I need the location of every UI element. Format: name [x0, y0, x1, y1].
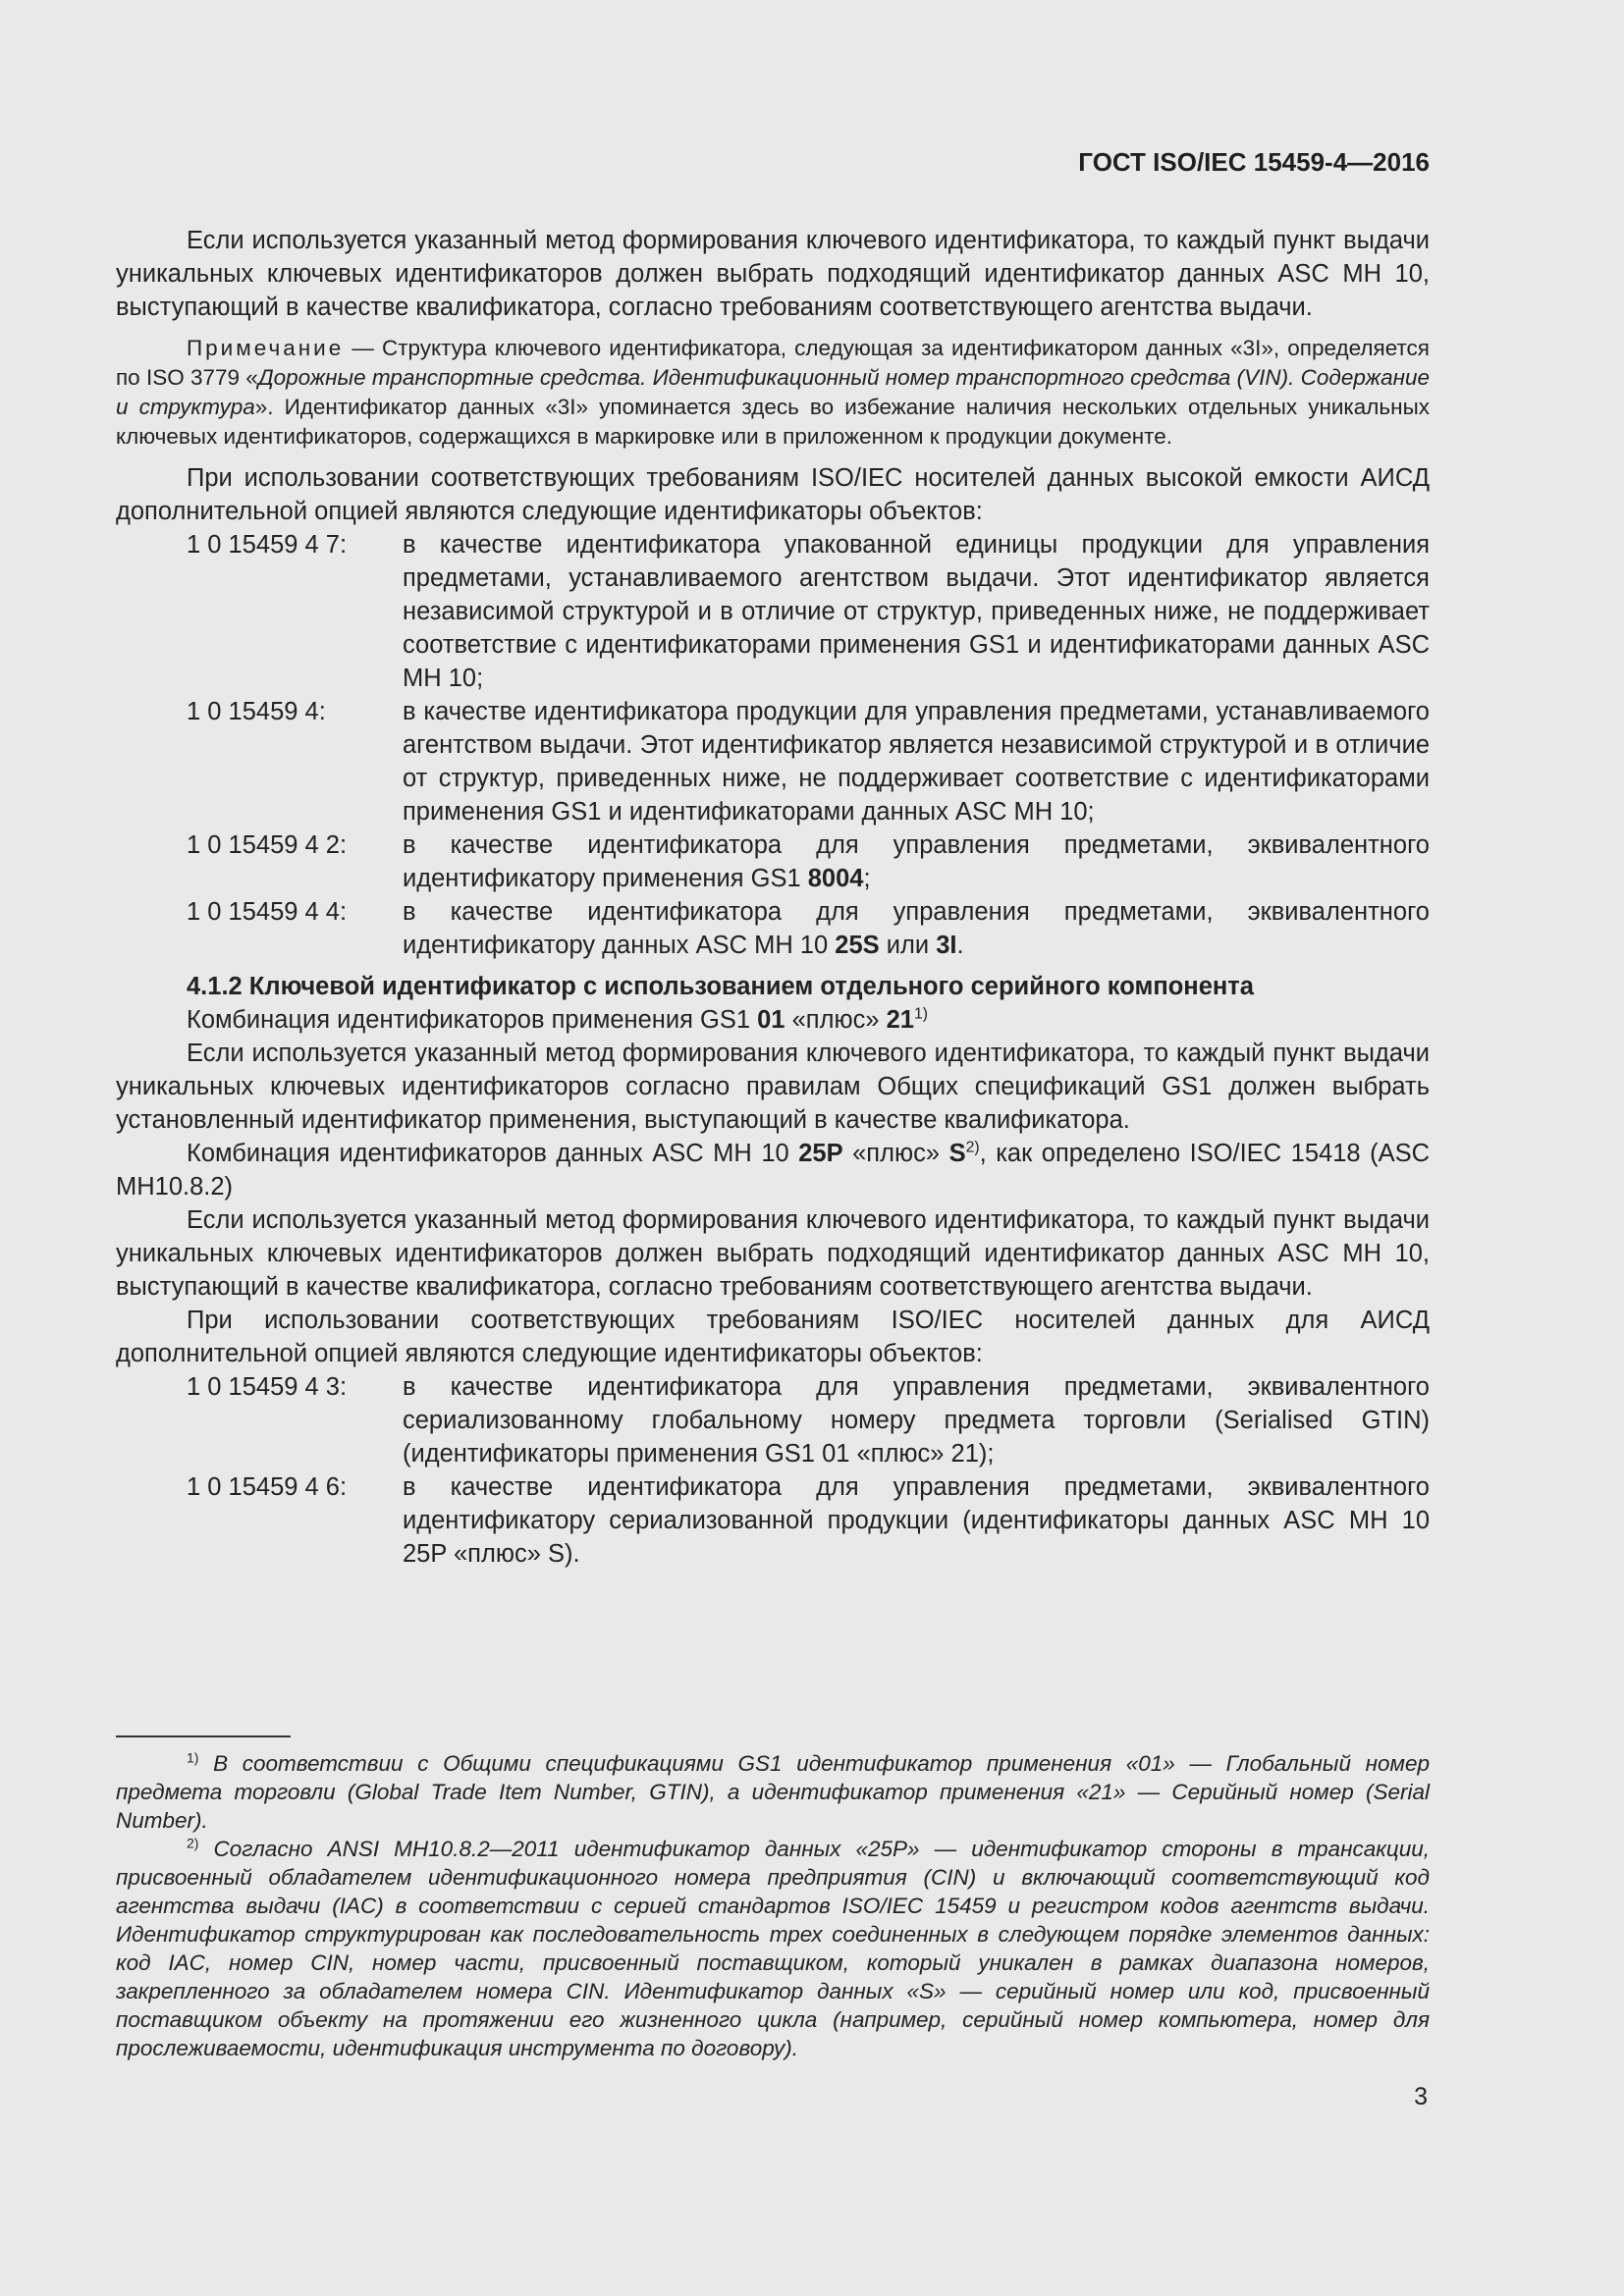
document-header: ГОСТ ISO/IEC 15459-4—2016	[1078, 147, 1430, 177]
section-heading: 4.1.2 Ключевой идентификатор с использованием отдельного серийного компонента	[187, 973, 1254, 1000]
object-id-text	[403, 895, 1430, 962]
object-id-code: 1 0 15459 4 7:	[187, 531, 348, 559]
object-id-text: в качестве идентификатора для управления предметами, эквивалентного идентификатору сериализованной продукции (идентификаторы данных ASC MH 10 25P «плюс» S).	[403, 1473, 1430, 1568]
footnote-ref[interactable]: 2)	[965, 1139, 980, 1156]
footnote-2	[116, 1835, 1430, 2062]
footnotes	[116, 1749, 1430, 2062]
footnote-ref[interactable]: 1)	[913, 1005, 929, 1023]
paragraph-1: Если используется указанный метод формирования ключевого идентификатора, то каждый пункт выдачи уникальных ключевых идентификаторов должен выбрать подходящий идентификатор данных ASC MH 10, выступающий в качестве квалификатора, согласно требованиям соответствующего агентства выдачи.	[116, 227, 1430, 321]
combination-2	[116, 1137, 1430, 1203]
footnote-mark: 2)	[187, 1835, 199, 1851]
bold-code: 01	[757, 1006, 785, 1034]
text-part: ;	[863, 865, 871, 892]
text-part: Комбинация идентификаторов данных ASC MH 10	[187, 1140, 799, 1167]
page-number: 3	[1414, 2083, 1428, 2110]
footnote-text: Согласно ANSI MH10.8.2—2011 идентификатор данных «25P» — идентификатор стороны в трансакции, присвоенный обладателем идентификационного номера предприятия (CIN) и включающий соответствующий код агентства выдачи (IAC) в соответствии с серией стандартов ISO/IEC 15459 и регистром кодов агентств выдачи. Идентификатор структурирован как последовательность трех соединенных в следующем порядке элементов данных: код IAC, номер CIN, номер части, присвоенный поставщиком, который уникален в рамках диапазона номеров, закрепленного за обладателем номера CIN. Идентификатор данных «S» — серийный номер или код, присвоенный поставщиком объекту на протяжении его жизненного цикла (например, серийный номер компьютера, номер для прослеживаемости, идентификация инструмента по договору).	[116, 1837, 1430, 2060]
text-part: в качестве идентификатора для управления предметами, эквивалентного идентификатору применения GS1	[403, 831, 1430, 892]
footnote-text: В соответствии с Общими спецификациями GS1 идентификатор применения «01» — Глобальный номер предмета торговли (Global Trade Item Number, GTIN), а идентификатор применения «21» — Серийный номер (Serial Number).	[116, 1751, 1430, 1833]
footnote-1	[116, 1749, 1430, 1835]
object-id-code: 1 0 15459 4 2:	[187, 831, 348, 859]
footnote-mark: 1)	[187, 1749, 199, 1766]
note-text-b: ». Идентификатор данных «3I» упоминается здесь во избежание наличия нескольких отдельных уникальных ключевых идентификаторов, содержащихся в маркировке или в приложенном к продукции документе.	[116, 395, 1430, 449]
paragraph-2: При использовании соответствующих требованиям ISO/IEC носителей данных высокой емкости АИСД дополнительной опцией являются следующие идентификаторы объектов:	[116, 464, 1430, 525]
object-id-text: в качестве идентификатора для управления предметами, эквивалентного сериализованному глобальному номеру предмета торговли (Serialised GTIN) (идентификаторы применения GS1 01 «плюс» 21);	[403, 1373, 1430, 1468]
list-item	[116, 895, 1430, 962]
object-id-code: 1 0 15459 4:	[187, 698, 326, 725]
paragraph-5: При использовании соответствующих требованиям ISO/IEC носителей данных для АИСД дополнительной опцией являются следующие идентификаторы объектов:	[116, 1307, 1430, 1367]
list-item	[116, 528, 1430, 695]
list-item	[116, 1470, 1430, 1571]
note-paragraph	[116, 334, 1430, 452]
note-label: Примечание	[187, 336, 345, 360]
object-id-text: в качестве идентификатора упакованной единицы продукции для управления предметами, устанавливаемого агентством выдачи. Этот идентификатор является независимой структурой и в отличие от структур, приведенных ниже, не поддерживает соответствие с идентификаторами применения GS1 и идентификаторами данных ASC MH 10;	[403, 531, 1430, 692]
object-id-code: 1 0 15459 4 4:	[187, 898, 348, 926]
text-part: «плюс»	[842, 1140, 949, 1167]
text-part: или	[879, 932, 937, 959]
paragraph-3: Если используется указанный метод формирования ключевого идентификатора, то каждый пункт выдачи уникальных ключевых идентификаторов согласно правилам Общих спецификаций GS1 должен выбрать установленный идентификатор применения, выступающий в качестве квалификатора.	[116, 1040, 1430, 1134]
object-id-code: 1 0 15459 4 6:	[187, 1473, 348, 1501]
object-id-text	[403, 828, 1430, 895]
paragraph-4: Если используется указанный метод формирования ключевого идентификатора, то каждый пункт выдачи уникальных ключевых идентификаторов должен выбрать подходящий идентификатор данных ASC MH 10, выступающий в качестве квалификатора, согласно требованиям соответствующего агентства выдачи.	[116, 1206, 1430, 1301]
text-part: .	[956, 932, 964, 959]
list-item	[116, 1370, 1430, 1470]
bold-code: 3I	[936, 932, 957, 959]
bold-code: 25S	[835, 932, 880, 959]
bold-code: S	[948, 1140, 966, 1167]
bold-code: 21	[886, 1006, 914, 1034]
object-id-code: 1 0 15459 4 3:	[187, 1373, 348, 1401]
text-part: «плюс»	[785, 1006, 887, 1034]
list-item	[116, 695, 1430, 828]
footnote-separator	[116, 1735, 291, 1737]
object-id-text: в качестве идентификатора продукции для управления предметами, устанавливаемого агентством выдачи. Этот идентификатор является независимой структурой и в отличие от структур, приведенных ниже, не поддерживает соответствие с идентификаторами применения GS1 и идентификаторами данных ASC MH 10;	[403, 698, 1430, 826]
note-text-a: — Структура ключевого идентификатора, следующая за идентификатором данных «3I», определяется по ISO 3779 «	[116, 336, 1430, 390]
text-part: , как определено ISO/IEC 15418 (ASC MH10.8.2)	[116, 1140, 1430, 1201]
list-item	[116, 828, 1430, 895]
note-text-italic: Дорожные транспортные средства. Идентификационный номер транспортного средства (VIN). Содержание и структура	[116, 365, 1431, 419]
text-part: в качестве идентификатора для управления предметами, эквивалентного идентификатору данных ASC MH 10	[403, 898, 1430, 959]
combination-1	[116, 1003, 1430, 1037]
bold-code: 25P	[798, 1140, 843, 1167]
text-part: Комбинация идентификаторов применения GS1	[187, 1006, 758, 1034]
bold-code: 8004	[807, 865, 864, 892]
body-content	[116, 224, 1430, 1571]
